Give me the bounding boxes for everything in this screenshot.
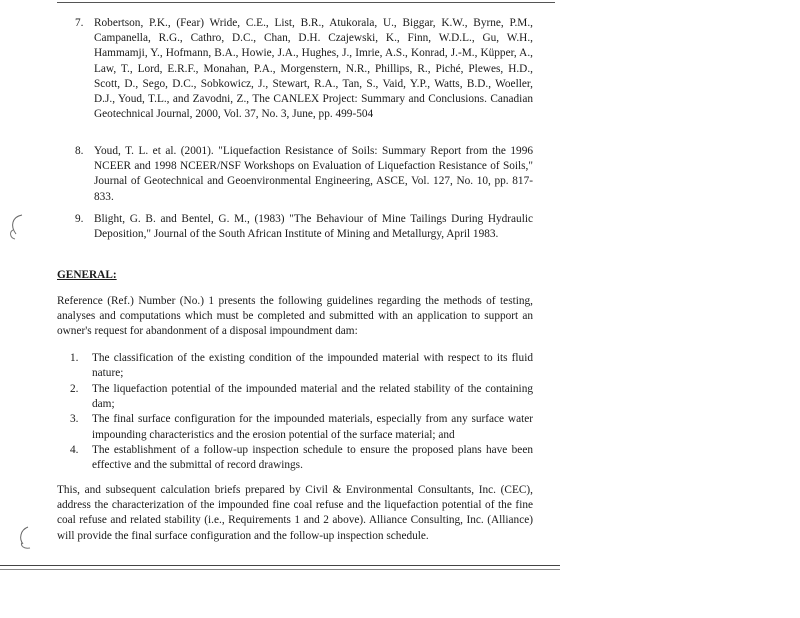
- list-item-text: The establishment of a follow-up inspection schedule to ensure the proposed plans have been effective and the submittal of record drawings.: [92, 444, 533, 472]
- list-item: [70, 412, 533, 442]
- list-item-number: 2.: [70, 382, 79, 395]
- reference-text: Blight, G. B. and Bentel, G. M., (1983) "The Behaviour of Mine Tailings During Hydraulic Deposition," Journal of the South African Institute of Mining and Metallurgy, April 1983.: [94, 213, 533, 241]
- punch-hole-mark-icon: [6, 212, 28, 242]
- list-item-text: The liquefaction potential of the impounded material and the related stability of the containing dam;: [92, 382, 533, 410]
- reference-text: Robertson, P.K., (Fear) Wride, C.E., List, B.R., Atukorala, U., Biggar, K.W., Byrne, P.M., Campanella, R.G., Cathro, D.C., Chan, D.H. Czajewski, K., Finn, W.D.L., Gu, W.H., Hammamji, Y., Hofmann, B.A., Howie, J.A., Hughes, J., Imrie, A.S., Konrad, J.-M., Küpper, A., Law, T., Lord, E.R.F., Monahan, P.A., Morgenstern, N.R., Phillips, R., Piché, Plewes, H.D., Scott, D., Sego, D.C., Sobkowicz, J., Stewart, R.A., Tan, S., Vaid, Y.P., Watts, B.D., Woeller, D.J., Youd, T.L., and Zavodni, Z., The CANLEX Project: Summary and Conclusions. Canadian Geotechnical Journal, 2000, Vol. 37, No. 3, June, pp. 499-504: [94, 17, 533, 121]
- reference-number: 8.: [75, 145, 84, 157]
- section-heading-general: GENERAL:: [57, 269, 117, 281]
- bottom-rule: [0, 565, 560, 566]
- reference-number: 7.: [75, 17, 84, 29]
- top-rule: [57, 2, 555, 3]
- reference-7: [75, 16, 533, 122]
- list-item-number: 4.: [70, 444, 79, 457]
- reference-text: Youd, T. L. et al. (2001). "Liquefaction Resistance of Soils: Summary Report from the 1996 NCEER and 1998 NCEER/NSF Workshops on Evaluation of Liquefaction Resistance of Soils," Journal of Geotechnical and Geoenvironmental Engineering, ASCE, Vol. 127, No. 10, pp. 817-833.: [94, 145, 533, 203]
- closing-paragraph: This, and subsequent calculation briefs prepared by Civil & Environmental Consultants, Inc. (CEC), address the characterization of the impounded fine coal refuse and the liquefaction potential of the fine coal refuse and related stability (i.e., Requirements 1 and 2 above). Alliance Consulting, Inc. (Alliance) will provide the final surface configuration and the follow-up inspection schedule.: [57, 484, 533, 542]
- reference-8: [75, 144, 533, 205]
- list-item-number: 3.: [70, 413, 79, 426]
- list-item-number: 1.: [70, 352, 79, 364]
- reference-number: 9.: [75, 213, 84, 225]
- bottom-rule-secondary: [0, 569, 560, 570]
- list-item: [70, 382, 533, 412]
- list-item-text: The final surface configuration for the impounded materials, especially from any surface water impounding characteristics and the erosion potential of the surface material; and: [92, 413, 533, 441]
- requirements-list: [70, 351, 533, 474]
- intro-paragraph: Reference (Ref.) Number (No.) 1 presents the following guidelines regarding the methods of testing, analyses and computations which must be completed and submitted with an application to support an owner's request for abandonment of a disposal impoundment dam:: [57, 295, 533, 338]
- list-item: [70, 351, 533, 381]
- punch-hole-mark-icon: [14, 524, 36, 552]
- list-item: [70, 443, 533, 473]
- list-item-text: The classification of the existing condition of the impounded material with respect to its fluid nature;: [92, 352, 533, 380]
- reference-9: [75, 212, 533, 242]
